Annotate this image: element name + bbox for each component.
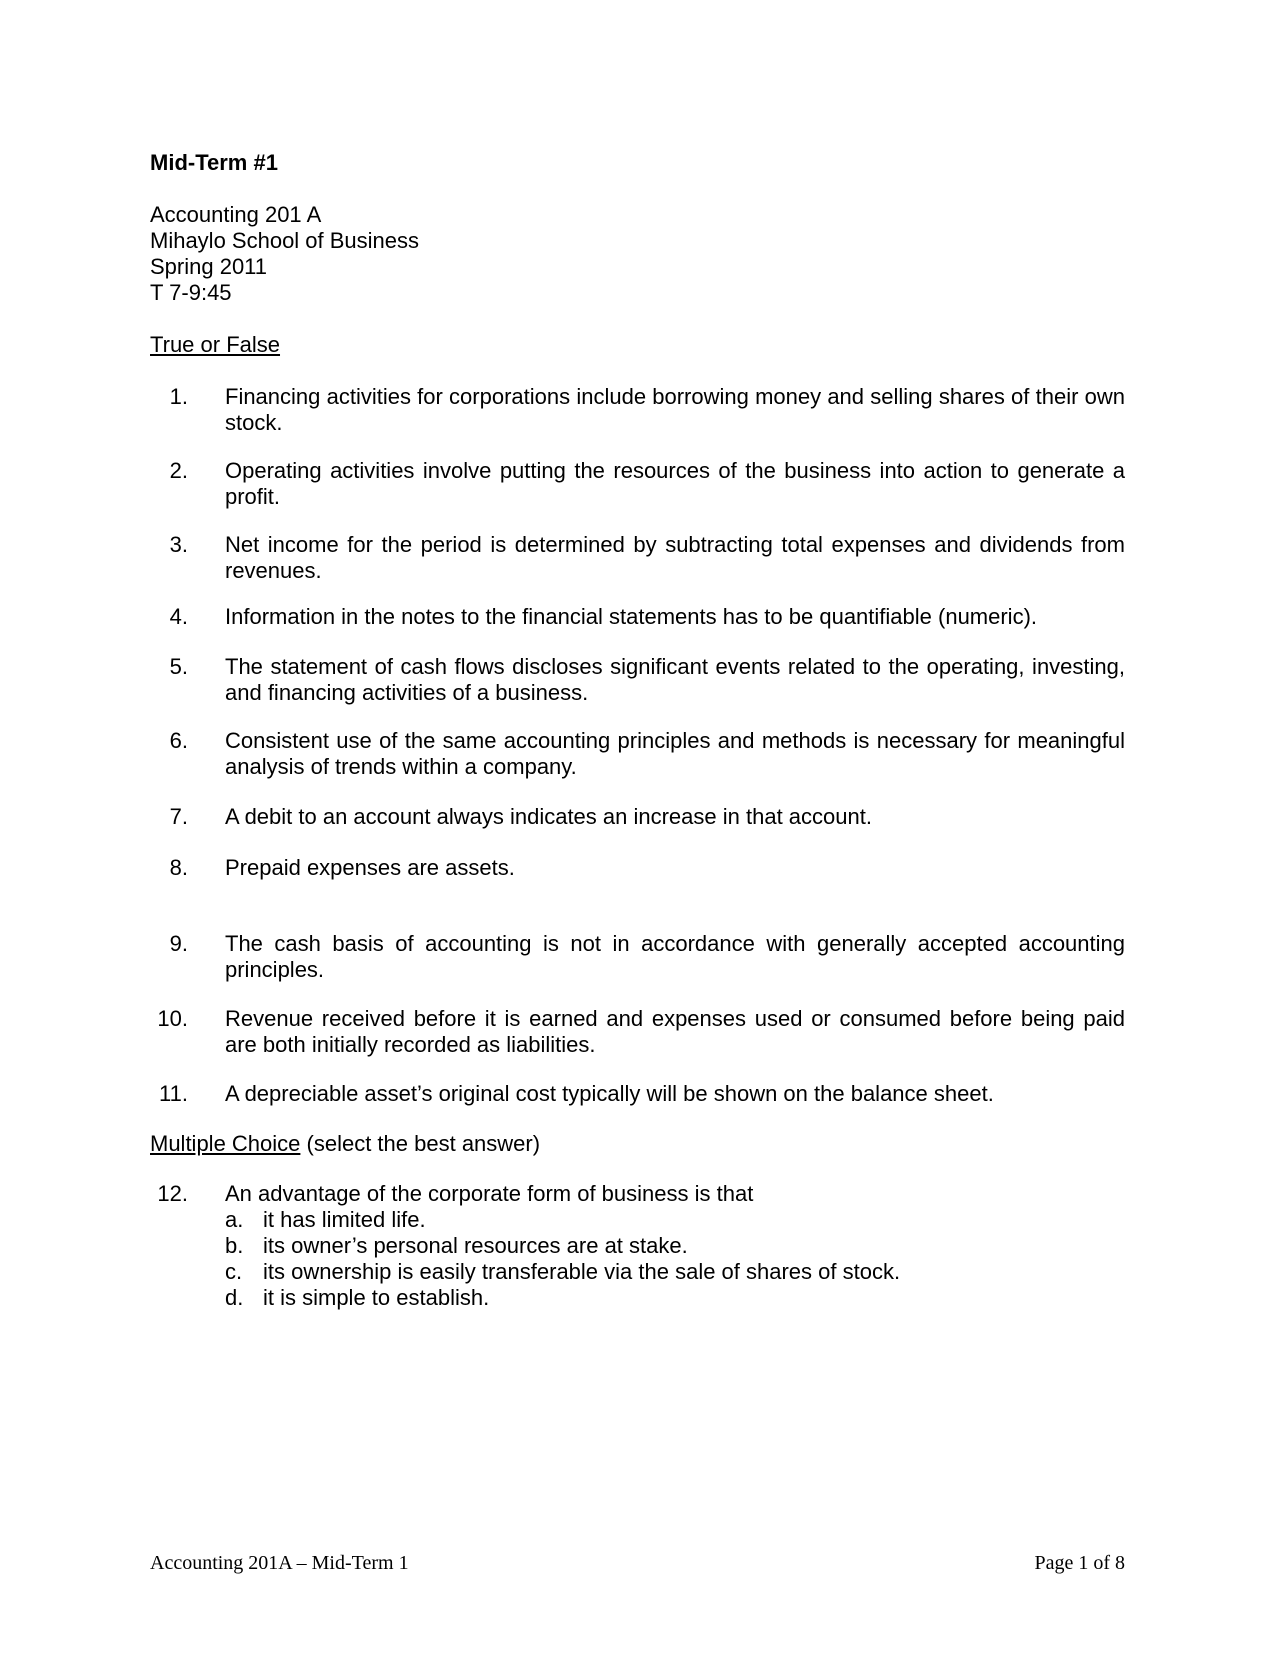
question-6 xyxy=(150,728,1125,780)
question-number: 5. xyxy=(169,654,188,679)
question-8 xyxy=(150,855,1125,881)
question-number: 12. xyxy=(157,1181,188,1206)
question-12 xyxy=(150,1181,1125,1207)
footer-course: Accounting 201A – Mid-Term 1 xyxy=(150,1552,409,1574)
question-text: An advantage of the corporate form of business is that xyxy=(225,1181,754,1206)
school-name: Mihaylo School of Business xyxy=(150,228,420,253)
question-number: 7. xyxy=(169,804,188,829)
question-number: 2. xyxy=(169,458,188,483)
question-text: Information in the notes to the financial statements has to be quantifiable (numeric). xyxy=(225,604,1038,629)
question-number: 8. xyxy=(169,855,188,880)
question-text: Consistent use of the same accounting principles and methods is necessary for meaningful analysis of trends within a company. xyxy=(225,728,1125,779)
exam-page xyxy=(150,150,1125,1311)
question-text: Revenue received before it is earned and expenses used or consumed before being paid are both initially recorded as liabilities. xyxy=(225,1006,1125,1057)
option-text: it has limited life. xyxy=(263,1207,426,1232)
option-b xyxy=(225,1233,1125,1259)
true-false-heading xyxy=(150,332,1125,358)
multiple-choice-heading xyxy=(150,1131,1125,1157)
true-false-list xyxy=(150,384,1125,1107)
question-7 xyxy=(150,804,1125,830)
question-11 xyxy=(150,1081,1125,1107)
class-time: T 7-9:45 xyxy=(150,280,232,305)
option-text: it is simple to establish. xyxy=(263,1285,490,1310)
question-number: 4. xyxy=(169,604,188,629)
question-10 xyxy=(150,1006,1125,1058)
question-number: 6. xyxy=(169,728,188,753)
question-3 xyxy=(150,532,1125,584)
option-a xyxy=(225,1207,1125,1233)
question-text: The cash basis of accounting is not in accordance with generally accepted accounting principles. xyxy=(225,931,1125,982)
question-text: Prepaid expenses are assets. xyxy=(225,855,515,880)
multiple-choice-heading-label: Multiple Choice xyxy=(150,1131,301,1156)
question-number: 11. xyxy=(159,1081,188,1106)
question-text: Financing activities for corporations include borrowing money and selling shares of their own stock. xyxy=(225,384,1125,435)
option-letter: a. xyxy=(225,1207,244,1232)
option-letter: c. xyxy=(225,1259,243,1284)
multiple-choice-list xyxy=(150,1181,1125,1311)
question-text: A debit to an account always indicates an increase in that account. xyxy=(225,804,872,829)
option-text: its ownership is easily transferable via the sale of shares of stock. xyxy=(263,1259,901,1284)
option-text: its owner’s personal resources are at stake. xyxy=(263,1233,688,1258)
multiple-choice-instruction: (select the best answer) xyxy=(300,1131,541,1156)
option-c xyxy=(225,1259,1125,1285)
option-letter: b. xyxy=(225,1233,244,1258)
term: Spring 2011 xyxy=(150,254,268,279)
answer-options xyxy=(150,1207,1125,1311)
question-9 xyxy=(150,931,1125,983)
question-text: Operating activities involve putting the resources of the business into action to generate a profit. xyxy=(225,458,1125,509)
course-info xyxy=(150,202,1125,306)
question-number: 1. xyxy=(169,384,188,409)
question-text: Net income for the period is determined by subtracting total expenses and dividends from revenues. xyxy=(225,532,1125,583)
exam-title: Mid-Term #1 xyxy=(150,150,278,175)
option-d xyxy=(225,1285,1125,1311)
question-number: 3. xyxy=(169,532,188,557)
question-4 xyxy=(150,604,1125,630)
true-false-heading-label: True or False xyxy=(150,332,281,357)
question-number: 9. xyxy=(169,931,188,956)
page-number: Page 1 of 8 xyxy=(1034,1552,1125,1574)
option-letter: d. xyxy=(225,1285,244,1310)
question-text: The statement of cash flows discloses significant events related to the operating, investing, and financing activities of a business. xyxy=(225,654,1125,705)
question-1 xyxy=(150,384,1125,436)
course-name: Accounting 201 A xyxy=(150,202,322,227)
question-text: A depreciable asset’s original cost typically will be shown on the balance sheet. xyxy=(225,1081,994,1106)
question-5 xyxy=(150,654,1125,706)
question-2 xyxy=(150,458,1125,510)
question-number: 10. xyxy=(157,1006,188,1031)
